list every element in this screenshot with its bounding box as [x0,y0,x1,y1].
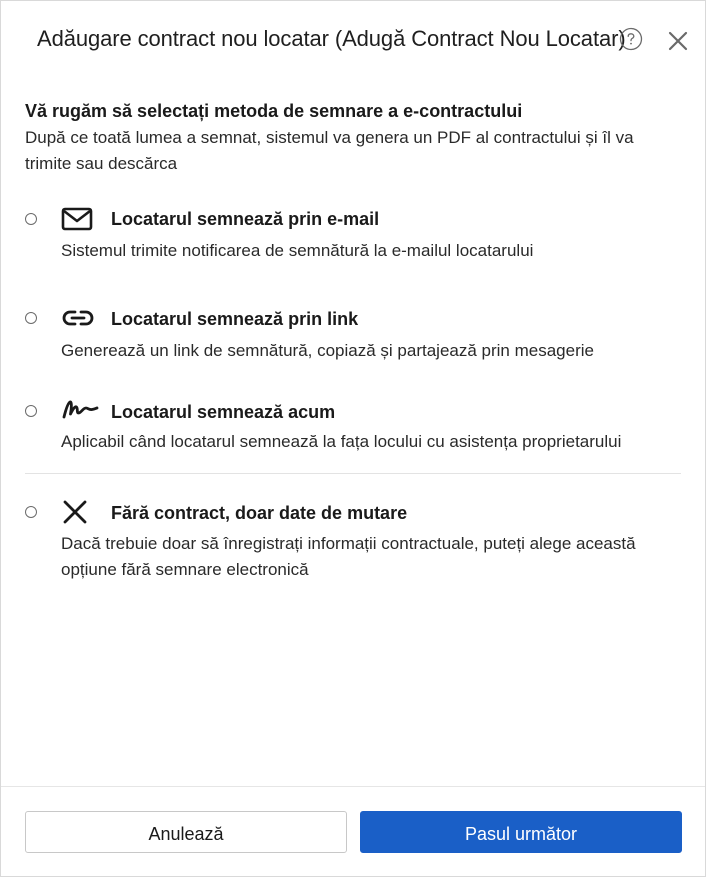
option-sign-by-email[interactable] [1,201,705,273]
intro-heading: Vă rugăm să selectați metoda de semnare a e-contractului [25,101,523,121]
dialog-title: Adăugare contract nou locatar (Adugă Contract Nou Locatar) [37,26,626,51]
radio-sign-now[interactable] [25,405,37,417]
footer-divider [1,786,705,787]
radio-sign-by-email[interactable] [25,213,37,225]
question-circle-icon[interactable] [619,27,643,51]
option-no-contract[interactable] [1,496,705,586]
close-icon[interactable] [667,30,689,52]
option-title: Locatarul semnează prin link [111,309,359,329]
option-title: Locatarul semnează prin e-mail [111,209,380,229]
option-description: Aplicabil când locatarul semnează la fața locului cu asistența proprietarului [61,432,622,451]
option-description: Generează un link de semnătură, copiază și partajează prin mesagerie [61,341,594,360]
x-mark-icon [61,499,93,525]
option-sign-now[interactable] [1,394,705,466]
dialog-header [1,1,705,79]
envelope-icon [61,206,93,232]
radio-no-contract[interactable] [25,506,37,518]
link-icon [61,305,93,331]
option-description: Sistemul trimite notificarea de semnătură la e-mailul locatarului [61,241,534,260]
option-sign-by-link[interactable] [1,301,705,373]
options-divider [25,473,681,474]
option-title: Locatarul semnează acum [111,402,336,422]
next-step-button[interactable]: Pasul următor [360,811,682,853]
radio-sign-by-link[interactable] [25,312,37,324]
intro-text: După ce toată lumea a semnat, sistemul va genera un PDF al contractului și îl va trimite sau descărca [25,128,634,173]
option-description: Dacă trebuie doar să înregistrați informații contractuale, puteți alege această opțiune fără semnare electronică [61,534,636,579]
option-title: Fără contract, doar date de mutare [111,503,408,523]
signature-icon [61,397,93,423]
cancel-button[interactable]: Anulează [25,811,347,853]
